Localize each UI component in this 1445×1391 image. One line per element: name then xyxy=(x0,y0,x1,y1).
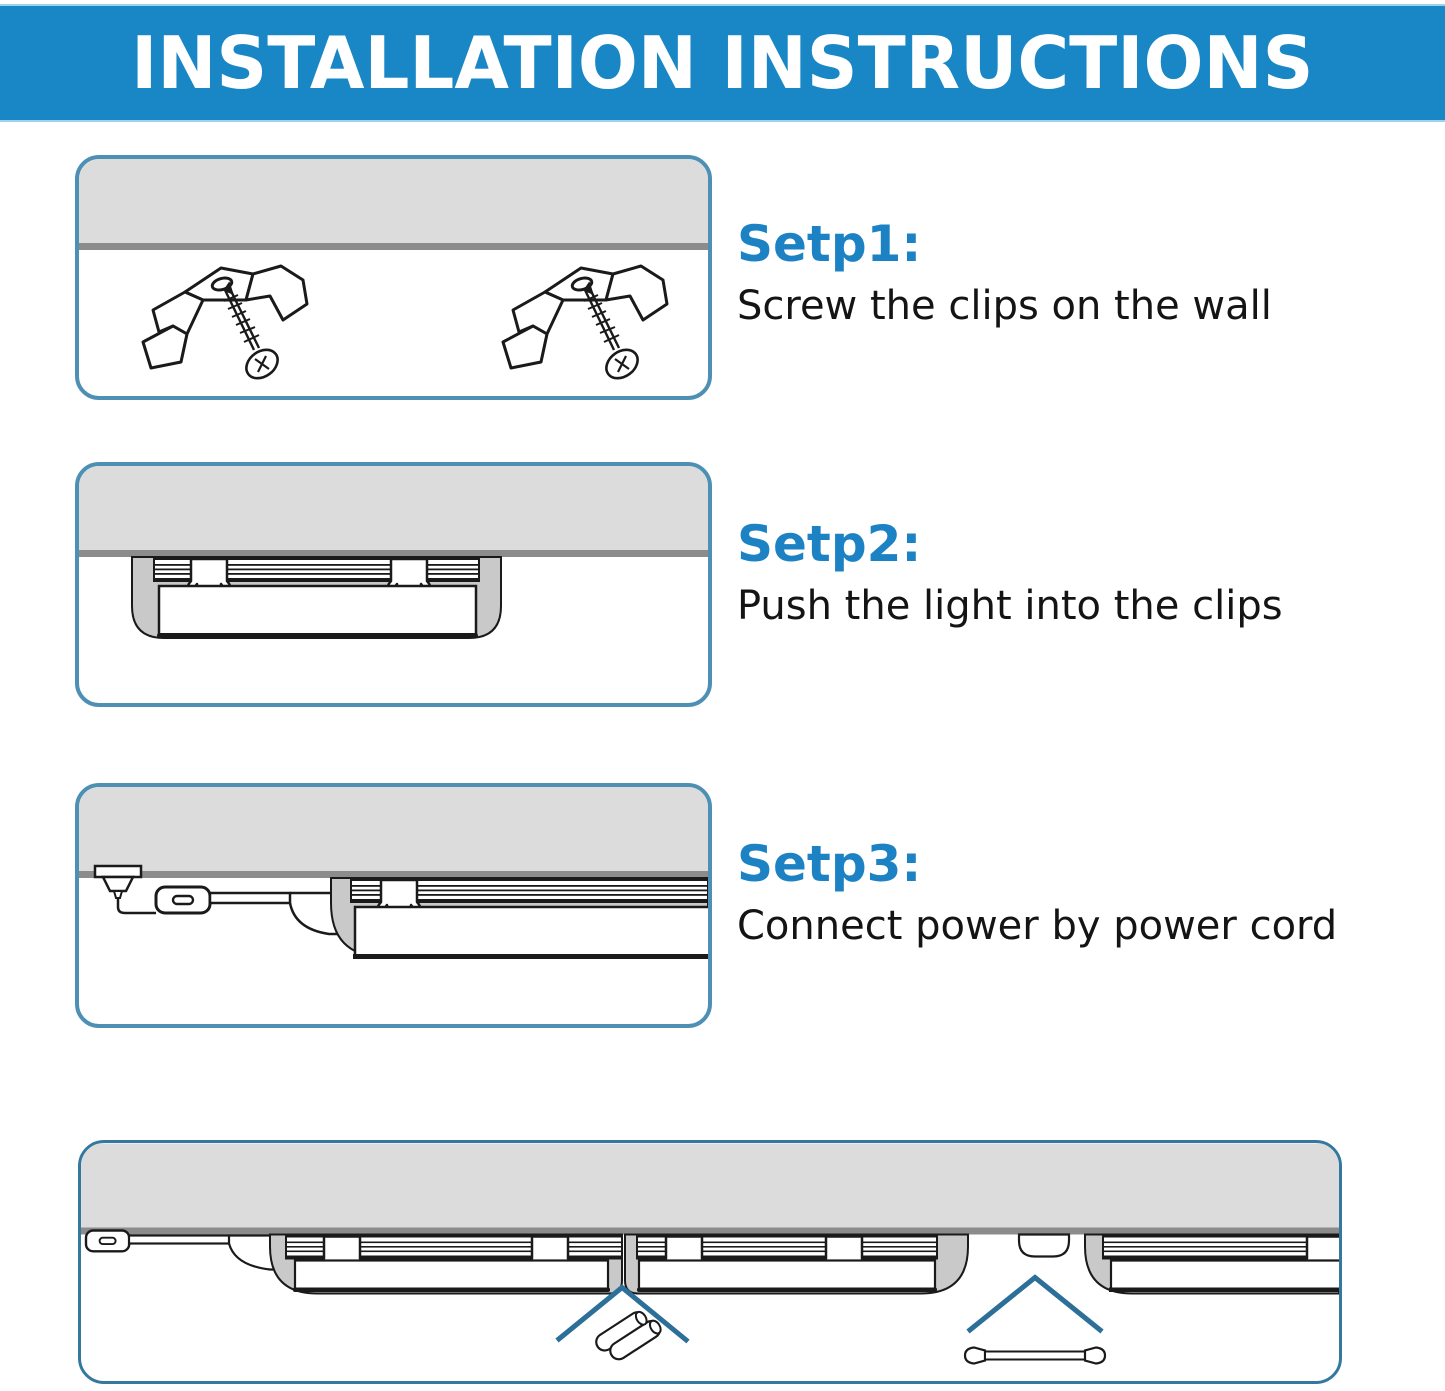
fixture-lens xyxy=(639,1261,935,1290)
wall-edge-line xyxy=(81,1228,1339,1235)
wall-surface xyxy=(81,1144,1339,1228)
page-header xyxy=(0,4,1445,122)
wall-edge-line xyxy=(79,550,708,557)
power-plug-icon xyxy=(95,866,141,898)
fixture-lens xyxy=(159,586,476,636)
fixture-rail xyxy=(1103,1237,1339,1260)
wall-surface xyxy=(79,159,708,243)
fixture-lens xyxy=(1111,1261,1339,1290)
light-fixture xyxy=(132,557,501,638)
linking-diagram-panel xyxy=(78,1140,1342,1384)
wall-surface xyxy=(79,787,708,871)
inline-switch-icon xyxy=(156,887,210,913)
extension-cable-icon xyxy=(965,1348,1105,1364)
fixture-lens xyxy=(355,907,708,957)
step1-diagram-panel xyxy=(75,155,712,400)
light-fixture-3 xyxy=(1085,1235,1339,1294)
step3-description: Connect power by power cord xyxy=(737,902,1338,949)
wall-clip-with-screw-icon xyxy=(503,266,667,384)
step1-description: Screw the clips on the wall xyxy=(737,282,1272,329)
step1-heading: Setp1: xyxy=(737,215,922,273)
wall-clip-with-screw-icon xyxy=(143,266,307,384)
step2-text xyxy=(737,516,1437,630)
empty-rail-tab xyxy=(1019,1235,1069,1257)
wall-edge-line xyxy=(79,871,708,878)
step3-text xyxy=(737,836,1437,950)
step1-text xyxy=(737,216,1437,330)
power-cord xyxy=(210,893,290,903)
page-title: INSTALLATION INSTRUCTIONS xyxy=(131,21,1314,105)
light-fixture-1 xyxy=(270,1235,622,1294)
step3-diagram xyxy=(79,787,708,1024)
light-fixture xyxy=(331,878,708,959)
power-cord xyxy=(118,898,156,913)
inline-switch-icon xyxy=(86,1231,129,1252)
linking-diagram xyxy=(81,1143,1339,1381)
step3-diagram-panel xyxy=(75,783,712,1028)
fixture-lens xyxy=(295,1261,608,1290)
step2-heading: Setp2: xyxy=(737,515,922,573)
step2-diagram-panel xyxy=(75,462,712,707)
power-cord xyxy=(129,1236,229,1244)
step3-heading: Setp3: xyxy=(737,835,922,893)
step1-diagram xyxy=(79,159,708,396)
light-fixture-2 xyxy=(625,1235,968,1294)
wall-edge-line xyxy=(79,243,708,250)
connection-arrow-icon xyxy=(968,1278,1102,1332)
wall-surface xyxy=(79,466,708,550)
step2-description: Push the light into the clips xyxy=(737,582,1283,629)
step2-diagram xyxy=(79,466,708,703)
